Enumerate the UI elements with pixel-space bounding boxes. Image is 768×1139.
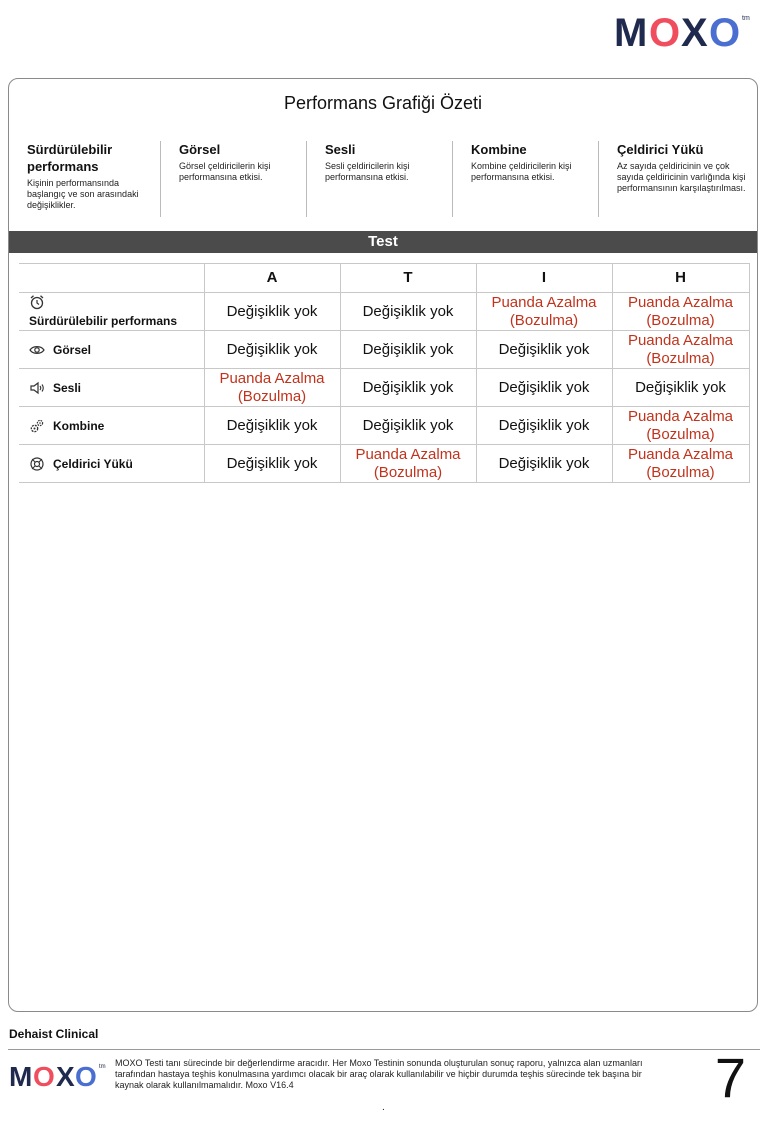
- table-cell: Değişiklik yok: [340, 407, 476, 445]
- legend-desc: Görsel çeldiricilerin kişi performansına etkisi.: [179, 161, 271, 182]
- alarm-clock-icon: [29, 294, 45, 310]
- moxo-logo-tm: tm: [742, 15, 750, 22]
- moxo-logo-letter-x: X: [681, 11, 708, 52]
- moxo-logo: [614, 10, 754, 52]
- legend-title: Kombine: [471, 142, 527, 157]
- legend: [9, 141, 758, 221]
- speaker-icon: [29, 380, 45, 396]
- table-cell: Puanda Azalma (Bozulma): [612, 293, 749, 331]
- table-row: [19, 331, 749, 369]
- moxo-logo-tm: tm: [99, 1064, 106, 1070]
- column-header: H: [612, 264, 749, 293]
- table-cell: Değişiklik yok: [204, 445, 340, 483]
- table-cell: Değişiklik yok: [340, 369, 476, 407]
- table-cell: Değişiklik yok: [204, 293, 340, 331]
- card-title: Performans Grafiği Özeti: [283, 93, 483, 113]
- legend-title: Görsel: [179, 142, 221, 157]
- moxo-logo-letter-o2: O: [75, 1061, 97, 1090]
- target-icon: [29, 456, 45, 472]
- performance-summary-card: [8, 78, 758, 1012]
- legend-item-distractor-load: [599, 141, 758, 217]
- table-row: [19, 293, 749, 331]
- moxo-logo-letter-m: M: [9, 1061, 33, 1090]
- table-cell: Değişiklik yok: [476, 445, 612, 483]
- legend-title: Çeldirici Yükü: [617, 142, 704, 157]
- table-cell: Değişiklik yok: [204, 331, 340, 369]
- row-label-text: Çeldirici Yükü: [53, 456, 133, 471]
- table-cell: Değişiklik yok: [340, 331, 476, 369]
- row-label: [19, 407, 204, 445]
- legend-item-combined: [453, 141, 599, 217]
- table-cell: Puanda Azalma (Bozulma): [476, 293, 612, 331]
- moxo-logo-letter-x: X: [56, 1061, 75, 1090]
- table-cell: Puanda Azalma (Bozulma): [612, 331, 749, 369]
- legend-desc: Kişinin performansında başlangıç ve son arasındaki değişiklikler.: [27, 178, 139, 210]
- row-label-text: Kombine: [53, 418, 105, 433]
- moxo-logo-letter-o1: O: [649, 11, 681, 52]
- gears-icon: [29, 418, 45, 434]
- moxo-logo-letter-m: M: [614, 11, 648, 52]
- row-label-text: Görsel: [53, 342, 92, 357]
- legend-item-sustained: [9, 141, 161, 217]
- row-label: [19, 293, 204, 331]
- legend-title: Sürdürülebilir performans: [27, 142, 113, 174]
- legend-desc: Az sayıda çeldiricinin ve çok sayıda çeldiricinin varlığında kişi performansının karşılaştırılması.: [617, 161, 746, 193]
- column-header: T: [340, 264, 476, 293]
- footer-dot: .: [382, 1102, 385, 1113]
- results-table: [19, 263, 750, 483]
- table-row: [19, 445, 749, 483]
- table-cell: Puanda Azalma (Bozulma): [340, 445, 476, 483]
- page-number: 7: [714, 1046, 746, 1109]
- legend-desc: Kombine çeldiricilerin kişi performansına etkisi.: [471, 161, 572, 182]
- row-label: [19, 445, 204, 483]
- legend-desc: Sesli çeldiricilerin kişi performansına etkisi.: [325, 161, 410, 182]
- table-cell: Değişiklik yok: [476, 369, 612, 407]
- footer-divider: [8, 1049, 760, 1050]
- eye-icon: [29, 342, 45, 358]
- row-label: [19, 369, 204, 407]
- row-label-text: Sesli: [53, 380, 82, 395]
- column-header: I: [476, 264, 612, 293]
- disclaimer: MOXO Testi tanı sürecinde bir değerlendirme aracıdır. Her Moxo Testinin sonunda oluşturulan sonuç raporu, yalnızca alan uzmanları tarafından hastaya teşhis konulmasına yardımcı olacak bir araç olarak kullanılabilir ve hiçbir durumda teşhis sürecinde tek başına bir kaynak olarak kullanılmamalıdır. Moxo V16.4: [115, 1058, 643, 1090]
- table-header-row: [19, 264, 749, 293]
- table-cell: Puanda Azalma (Bozulma): [612, 445, 749, 483]
- table-cell: Değişiklik yok: [612, 369, 749, 407]
- legend-title: Sesli: [325, 142, 356, 157]
- test-bar: Test: [9, 231, 757, 253]
- table-corner: [19, 264, 204, 293]
- table-cell: Değişiklik yok: [204, 407, 340, 445]
- table-cell: Değişiklik yok: [476, 407, 612, 445]
- table-cell: Değişiklik yok: [340, 293, 476, 331]
- table-row: [19, 407, 749, 445]
- moxo-logo-footer: [9, 1060, 109, 1090]
- row-label: [19, 331, 204, 369]
- row-label-text: Sürdürülebilir performans: [29, 313, 178, 328]
- table-cell: Puanda Azalma (Bozulma): [612, 407, 749, 445]
- legend-item-visual: [161, 141, 307, 217]
- column-header: A: [204, 264, 340, 293]
- moxo-logo-letter-o1: O: [33, 1061, 55, 1090]
- moxo-logo-letter-o2: O: [709, 11, 741, 52]
- table-row: [19, 369, 749, 407]
- table-cell: Puanda Azalma (Bozulma): [204, 369, 340, 407]
- clinic-name: Dehaist Clinical: [9, 1027, 99, 1041]
- legend-item-auditory: [307, 141, 453, 217]
- table-cell: Değişiklik yok: [476, 331, 612, 369]
